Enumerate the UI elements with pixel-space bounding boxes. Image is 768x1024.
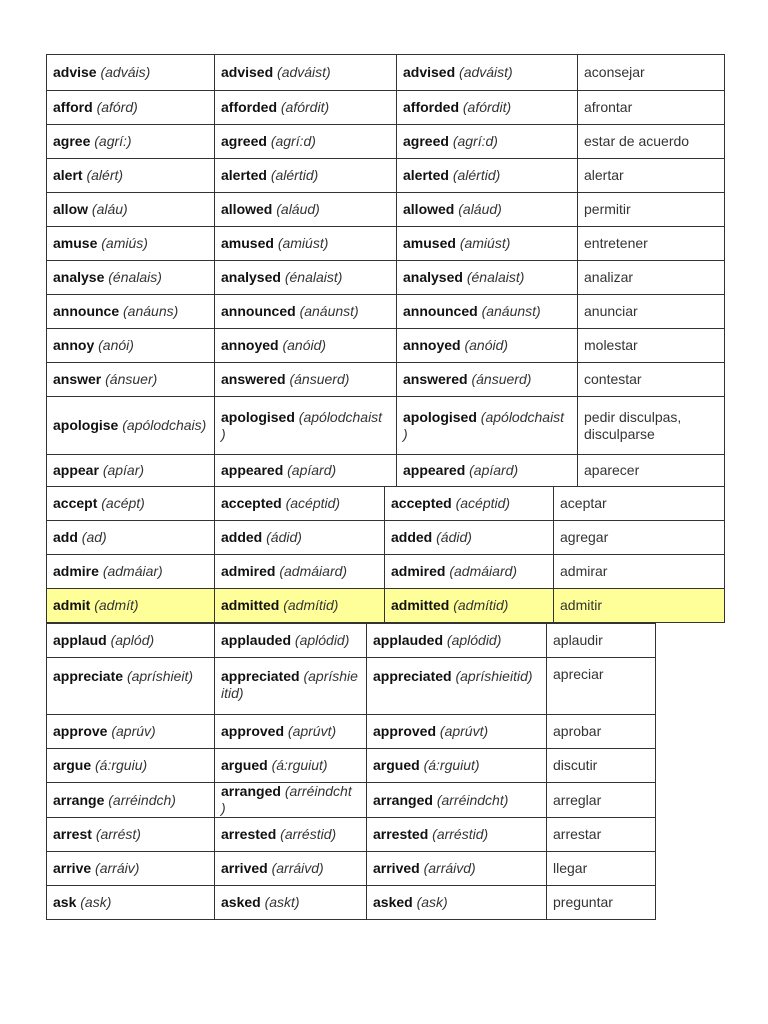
base-form-pronunciation: (anáuns) [123,303,179,319]
participle-form-cell [367,624,547,658]
past-form-cell [215,91,397,125]
base-form-word: applaud [53,632,107,648]
past-form-cell [215,455,397,487]
spanish-translation: admitir [554,589,725,623]
participle-form-word: asked [373,894,413,910]
participle-form-word: annoyed [403,337,461,353]
past-form-pronunciation: (agrí:d) [270,133,316,149]
past-form-cell [215,589,385,623]
base-form-cell [47,783,215,818]
base-form-word: alert [53,167,83,183]
participle-form-pronunciation: (apíard) [469,462,519,478]
base-form-cell [47,193,215,227]
base-form-cell [47,624,215,658]
past-form-word: amused [221,235,274,251]
participle-form-pronunciation: (apríshieitid) [455,668,533,684]
spanish-translation: entretener [578,227,725,261]
past-form-pronunciation: (alértid) [270,167,319,183]
participle-form-cell [397,193,578,227]
past-form-word: allowed [221,201,273,217]
participle-form-pronunciation: (ask) [416,894,448,910]
table-row [47,455,725,487]
base-form-word: arrive [53,860,92,876]
table-row [47,715,656,749]
past-form-pronunciation: (apíard) [287,462,337,478]
base-form-pronunciation: (arráiv) [95,860,140,876]
spanish-translation: molestar [578,329,725,363]
table-row [47,487,725,521]
participle-form-pronunciation: (admáiard) [449,563,518,579]
participle-form-cell [397,159,578,193]
base-form-cell [47,658,215,715]
participle-form-pronunciation: (agrí:d) [452,133,498,149]
participle-form-word: announced [403,303,478,319]
base-form-cell [47,886,215,920]
participle-form-cell [367,818,547,852]
base-form-pronunciation: (alért) [86,167,124,183]
past-form-cell [215,261,397,295]
base-form-pronunciation: (adváis) [100,64,151,80]
base-form-cell [47,159,215,193]
base-form-cell [47,295,215,329]
participle-form-pronunciation: (apólodchaist ) [403,408,565,442]
past-form-cell [215,886,367,920]
past-form-pronunciation: (adváist) [277,64,331,80]
past-form-word: apologised [221,408,295,425]
past-form-cell [215,624,367,658]
past-form-word: argued [221,757,268,773]
table-row [47,783,656,818]
base-form-word: amuse [53,235,98,251]
base-form-cell [47,818,215,852]
base-form-word: ask [53,894,77,910]
participle-form-pronunciation: (amiúst) [459,235,511,251]
participle-form-pronunciation: (á:rguiut) [423,757,480,773]
base-form-pronunciation: (arrést) [95,826,141,842]
participle-form-cell [397,227,578,261]
spanish-translation: apreciar [547,658,656,715]
participle-form-pronunciation: (alértid) [452,167,501,183]
past-form-word: afforded [221,99,277,115]
base-form-word: allow [53,201,89,217]
spanish-translation: admirar [554,555,725,589]
base-form-word: appear [53,462,99,478]
participle-form-word: arrived [373,860,420,876]
participle-form-pronunciation: (aláud) [458,201,502,217]
participle-form-word: afforded [403,99,459,115]
past-form-cell [215,555,385,589]
past-form-word: answered [221,371,286,387]
spanish-translation: afrontar [578,91,725,125]
participle-form-word: applauded [373,632,444,648]
verb-table-1 [46,54,725,487]
participle-form-pronunciation: (acéptid) [455,495,511,511]
past-form-word: appeared [221,462,284,478]
spanish-translation: aceptar [554,487,725,521]
verb-table-2 [46,486,725,623]
participle-form-word: answered [403,371,468,387]
past-form-word: approved [221,723,285,739]
past-form-pronunciation: (amiúst) [277,235,329,251]
participle-form-word: approved [373,723,437,739]
past-form-cell [215,658,367,715]
participle-form-pronunciation: (adváist) [459,64,513,80]
past-form-word: arranged [221,783,281,799]
participle-form-cell [397,55,578,91]
participle-form-word: arranged [373,791,433,808]
past-form-cell [215,193,397,227]
base-form-pronunciation: (admáiar) [102,563,163,579]
past-form-pronunciation: (aláud) [276,201,320,217]
spanish-translation: discutir [547,749,656,783]
table-row [47,521,725,555]
past-form-pronunciation: (apríshie itid) [221,668,358,701]
past-form-word: appreciated [221,668,300,684]
past-form-word: agreed [221,133,267,149]
spanish-translation: anunciar [578,295,725,329]
table-row [47,624,656,658]
table-row [47,749,656,783]
spanish-translation: aprobar [547,715,656,749]
table-row [47,589,725,623]
participle-form-pronunciation: (aprúvt) [439,723,489,739]
past-form-word: accepted [221,495,282,511]
base-form-word: analyse [53,269,105,285]
spanish-translation: agregar [554,521,725,555]
base-form-word: annoy [53,337,95,353]
base-form-pronunciation: (arréindch) [108,791,176,808]
base-form-pronunciation: (ask) [80,894,112,910]
base-form-pronunciation: (amiús) [101,235,148,251]
table-row [47,818,656,852]
participle-form-word: arrested [373,826,429,842]
base-form-word: admire [53,563,99,579]
base-form-cell [47,487,215,521]
table-row [47,852,656,886]
spanish-translation: aplaudir [547,624,656,658]
past-form-cell [215,295,397,329]
participle-form-cell [397,363,578,397]
spanish-translation: preguntar [547,886,656,920]
base-form-cell [47,227,215,261]
past-form-pronunciation: (arréstid) [280,826,337,842]
table-row [47,555,725,589]
participle-form-word: accepted [391,495,452,511]
spanish-translation: arreglar [547,783,656,818]
past-form-word: advised [221,64,274,80]
participle-form-word: analysed [403,269,463,285]
participle-form-cell [397,295,578,329]
past-form-word: analysed [221,269,281,285]
participle-form-cell [397,397,578,455]
past-form-cell [215,125,397,159]
base-form-pronunciation: (acépt) [101,495,145,511]
base-form-word: announce [53,303,120,319]
past-form-cell [215,521,385,555]
table-row [47,658,656,715]
past-form-cell [215,397,397,455]
participle-form-cell [367,886,547,920]
base-form-cell [47,852,215,886]
participle-form-cell [367,783,547,818]
table-row [47,193,725,227]
spanish-translation: aparecer [578,455,725,487]
spanish-translation: pedir disculpas, disculparse [578,397,725,455]
participle-form-cell [385,521,554,555]
past-form-cell [215,715,367,749]
base-form-pronunciation: (énalais) [108,269,162,285]
base-form-cell [47,125,215,159]
base-form-pronunciation: (aláu) [91,201,128,217]
past-form-pronunciation: (admáiard) [279,563,348,579]
base-form-word: argue [53,757,92,773]
base-form-pronunciation: (apólodchais) [122,417,207,433]
participle-form-pronunciation: (afórdit) [462,99,512,115]
table-row [47,261,725,295]
past-form-cell [215,487,385,521]
base-form-pronunciation: (apíar) [102,462,145,478]
past-form-word: announced [221,303,296,319]
base-form-pronunciation: (ad) [81,529,107,545]
table-row [47,91,725,125]
base-form-word: afford [53,99,93,115]
verb-table-3 [46,623,656,920]
spanish-translation: contestar [578,363,725,397]
base-form-cell [47,521,215,555]
participle-form-word: apologised [403,408,477,425]
base-form-cell [47,589,215,623]
past-form-word: annoyed [221,337,279,353]
past-form-cell [215,852,367,886]
participle-form-cell [385,555,554,589]
base-form-word: arrest [53,826,92,842]
base-form-word: accept [53,495,98,511]
past-form-word: asked [221,894,261,910]
base-form-cell [47,397,215,455]
base-form-cell [47,715,215,749]
past-form-cell [215,159,397,193]
past-form-pronunciation: (apólodchaist ) [221,408,383,442]
table-row [47,329,725,363]
base-form-cell [47,455,215,487]
spanish-translation: permitir [578,193,725,227]
participle-form-pronunciation: (arráivd) [423,860,476,876]
past-form-pronunciation: (ánsuerd) [289,371,350,387]
participle-form-word: alerted [403,167,449,183]
table-row [47,397,725,455]
past-form-cell [215,749,367,783]
table-row [47,159,725,193]
participle-form-cell [397,329,578,363]
participle-form-pronunciation: (ánsuerd) [471,371,532,387]
participle-form-pronunciation: (ádid) [436,529,472,545]
base-form-cell [47,749,215,783]
participle-form-pronunciation: (arréindcht) [436,791,509,808]
base-form-word: answer [53,371,102,387]
base-form-pronunciation: (afórd) [96,99,138,115]
past-form-word: arrived [221,860,268,876]
base-form-pronunciation: (á:rguiu) [95,757,148,773]
base-form-word: arrange [53,791,105,808]
past-form-word: arrested [221,826,277,842]
past-form-word: alerted [221,167,267,183]
base-form-word: add [53,529,78,545]
participle-form-cell [367,749,547,783]
base-form-word: agree [53,133,91,149]
participle-form-pronunciation: (aplódid) [446,632,502,648]
past-form-cell [215,329,397,363]
past-form-pronunciation: (ádid) [266,529,302,545]
table-row [47,55,725,91]
spanish-translation: estar de acuerdo [578,125,725,159]
past-form-pronunciation: (acéptid) [285,495,341,511]
past-form-cell [215,363,397,397]
base-form-word: admit [53,597,91,613]
past-form-pronunciation: (anóid) [282,337,327,353]
participle-form-pronunciation: (anáunst) [481,303,541,319]
spanish-translation: aconsejar [578,55,725,91]
base-form-word: approve [53,723,108,739]
participle-form-word: admitted [391,597,450,613]
participle-form-pronunciation: (énalaist) [466,269,525,285]
past-form-pronunciation: (énalaist) [284,269,343,285]
participle-form-word: allowed [403,201,455,217]
participle-form-cell [367,852,547,886]
past-form-cell [215,227,397,261]
participle-form-cell [385,589,554,623]
base-form-cell [47,261,215,295]
base-form-cell [47,363,215,397]
past-form-word: added [221,529,263,545]
past-form-pronunciation: (arráivd) [271,860,324,876]
participle-form-cell [397,91,578,125]
base-form-pronunciation: (agrí:) [94,133,132,149]
past-form-pronunciation: (á:rguiut) [271,757,328,773]
participle-form-pronunciation: (anóid) [464,337,509,353]
past-form-pronunciation: (anáunst) [299,303,359,319]
base-form-pronunciation: (anói) [98,337,134,353]
spanish-translation: arrestar [547,818,656,852]
table-row [47,125,725,159]
participle-form-word: admired [391,563,446,579]
participle-form-word: appreciated [373,668,452,684]
participle-form-cell [397,455,578,487]
past-form-pronunciation: (aprúvt) [287,723,337,739]
participle-form-cell [367,658,547,715]
spanish-translation: llegar [547,852,656,886]
participle-form-cell [367,715,547,749]
past-form-cell [215,55,397,91]
participle-form-word: agreed [403,133,449,149]
past-form-pronunciation: (askt) [264,894,300,910]
participle-form-cell [397,261,578,295]
past-form-cell [215,818,367,852]
base-form-cell [47,55,215,91]
base-form-cell [47,91,215,125]
participle-form-word: advised [403,64,456,80]
past-form-cell [215,783,367,818]
base-form-cell [47,555,215,589]
base-form-pronunciation: (admít) [94,597,139,613]
base-form-cell [47,329,215,363]
participle-form-word: added [391,529,433,545]
past-form-pronunciation: (afórdit) [280,99,330,115]
table-row [47,363,725,397]
table-row [47,295,725,329]
table-row [47,886,656,920]
base-form-pronunciation: (apríshieit) [126,668,194,684]
participle-form-cell [385,487,554,521]
participle-form-word: argued [373,757,420,773]
base-form-word: apologise [53,417,119,433]
past-form-pronunciation: (aplódid) [294,632,350,648]
participle-form-cell [397,125,578,159]
base-form-pronunciation: (aprúv) [111,723,156,739]
past-form-word: admitted [221,597,280,613]
base-form-word: advise [53,64,97,80]
participle-form-pronunciation: (arréstid) [432,826,489,842]
past-form-pronunciation: (admítid) [283,597,339,613]
participle-form-pronunciation: (admítid) [453,597,509,613]
past-form-word: admired [221,563,276,579]
base-form-pronunciation: (aplód) [110,632,155,648]
participle-form-word: amused [403,235,456,251]
base-form-pronunciation: (ánsuer) [105,371,158,387]
spanish-translation: analizar [578,261,725,295]
spanish-translation: alertar [578,159,725,193]
participle-form-word: appeared [403,462,466,478]
past-form-word: applauded [221,632,292,648]
base-form-word: appreciate [53,668,124,684]
past-form-pronunciation: (arréindcht ) [221,783,352,816]
table-row [47,227,725,261]
